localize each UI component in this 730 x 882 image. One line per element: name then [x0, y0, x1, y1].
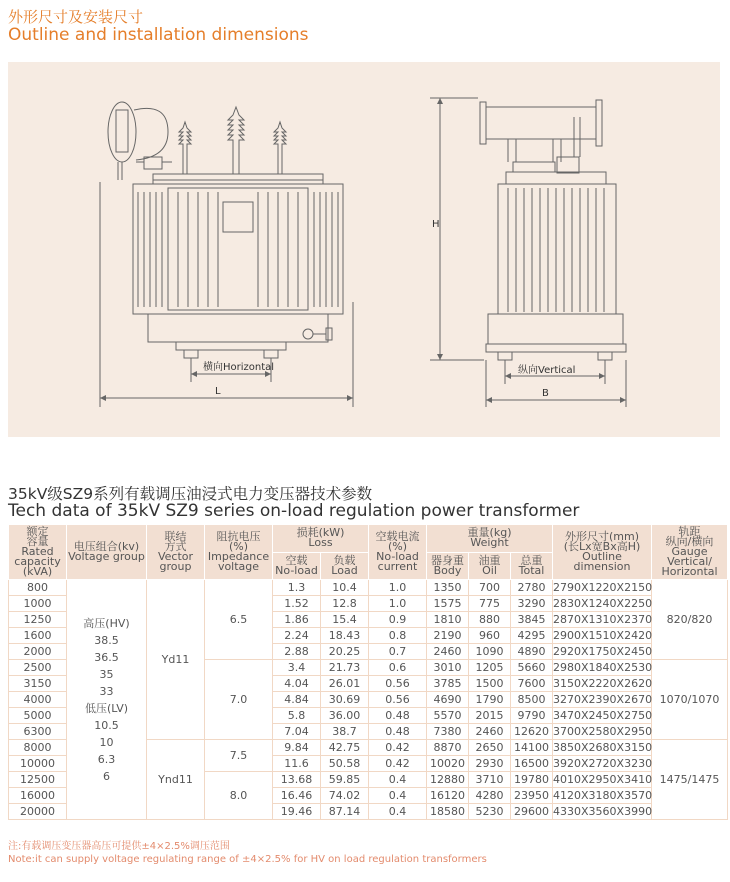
header-weight-total: 总重 Total	[511, 552, 553, 580]
impedance-6-5: 6.5	[205, 580, 273, 660]
table-row: 1600 2.24 18.43 0.8 2190 960 4295 2900X1510X2420	[9, 628, 728, 644]
voltage-group-cell: 高压(HV) 38.5 36.5 35 33 低压(LV) 10.5 10 6.3 6	[67, 580, 147, 820]
header-gauge: 轨距 纵向/横向 Gauge Vertical/ Horizontal	[652, 525, 728, 580]
tech-data-table	[8, 524, 728, 820]
horizontal-gauge-label: 横向Horizontal	[203, 362, 275, 373]
header-weight-body: 器身重 Body	[427, 552, 469, 580]
table-row: 4000 4.84 30.69 0.56 4690 1790 8500 3270X2390X2670	[9, 692, 728, 708]
table-row: 16000 16.46 74.02 0.4 16120 4280 23950 4120X3180X3570	[9, 788, 728, 804]
side-view	[430, 98, 626, 407]
table-row: 6300 7.04 38.7 0.48 7380 2460 12620 3700X2580X2950	[9, 724, 728, 740]
dim-L-label: L	[215, 386, 221, 397]
impedance-7-5: 7.5	[205, 740, 273, 772]
header-vector-group: 联结 方式 Vector group	[147, 525, 205, 580]
impedance-7-0: 7.0	[205, 660, 273, 740]
header-voltage-group: 电压组合(kv) Voltage group	[67, 525, 147, 580]
vertical-gauge-label: 纵向Vertical	[518, 365, 576, 376]
outline-drawing-panel	[8, 62, 720, 437]
header-noload-current: 空载电流 (%) No-load current	[369, 525, 427, 580]
footnote-en: Note:it can supply voltage regulating range of ±4×2.5% for HV on load regulation transformers	[8, 854, 487, 865]
header-outline: 外形尺寸(mm) (长Lx宽Bx高H) Outline dimension	[553, 525, 652, 580]
table-title-en: Tech data of 35kV SZ9 series on-load regulation power transformer	[8, 501, 580, 521]
section-title-en: Outline and installation dimensions	[8, 25, 309, 45]
table-row: 3150 4.04 26.01 0.56 3785 1500 7600 3150X2220X2620	[9, 676, 728, 692]
vector-group-yd11: Yd11	[147, 580, 205, 740]
transformer-outline-drawing	[8, 62, 720, 437]
dim-B-label: B	[542, 388, 549, 399]
table-row: 12500 8.0 13.68 59.85 0.4 12880 3710 19780 4010X2950X3410	[9, 772, 728, 788]
table-title-cn: 35kV级SZ9系列有载调压油浸式电力变压器技术参数	[8, 485, 373, 503]
table-row: 2000 2.88 20.25 0.7 2460 1090 4890 2920X1750X2450	[9, 644, 728, 660]
header-loss-load: 负载 Load	[321, 552, 369, 580]
table-row: 1000 1.52 12.8 1.0 1575 775 3290 2830X1240X2250	[9, 596, 728, 612]
header-weight: 重量(kg) Weight	[427, 525, 553, 553]
dim-H-label: H	[432, 219, 440, 230]
table-row: 8000 Ynd11 7.5 9.84 42.75 0.42 8870 2650 14100 3850X2680X3150 1475/1475	[9, 740, 728, 756]
table-row: 1250 1.86 15.4 0.9 1810 880 3845 2870X1310X2370	[9, 612, 728, 628]
table-row: 2500 7.0 3.4 21.73 0.6 3010 1205 5660 2980X1840X2530 1070/1070	[9, 660, 728, 676]
header-loss: 损耗(kW) Loss	[273, 525, 369, 553]
footnote	[8, 840, 487, 866]
impedance-8-0: 8.0	[205, 772, 273, 820]
header-impedance: 阻抗电压 (%) Impedance voltage	[205, 525, 273, 580]
gauge-1475: 1475/1475	[652, 740, 728, 820]
gauge-820: 820/820	[652, 580, 728, 660]
table-row: 10000 11.6 50.58 0.42 10020 2930 16500 3920X2720X3230	[9, 756, 728, 772]
header-rated-capacity: 额定 容量 Rated capacity (kVA)	[9, 525, 67, 580]
gauge-1070: 1070/1070	[652, 660, 728, 740]
section-title-cn: 外形尺寸及安装尺寸	[8, 8, 144, 26]
vector-group-ynd11: Ynd11	[147, 740, 205, 820]
table-row: 20000 19.46 87.14 0.4 18580 5230 29600 4330X3560X3990	[9, 804, 728, 820]
table-row: 800 高压(HV) 38.5 36.5 35 33 低压(LV) 10.5 10 6.3 6 Yd11 6.5 1.3 10.4 1.0 1350 700 2780 2790X1220X2150 820/820	[9, 580, 728, 596]
header-loss-noload: 空载 No-load	[273, 552, 321, 580]
table-row: 5000 5.8 36.00 0.48 5570 2015 9790 3470X2450X2750	[9, 708, 728, 724]
footnote-cn: 注:有载调压变压器高压可提供±4×2.5%调压范围	[8, 841, 230, 852]
header-weight-oil: 油重 Oil	[469, 552, 511, 580]
